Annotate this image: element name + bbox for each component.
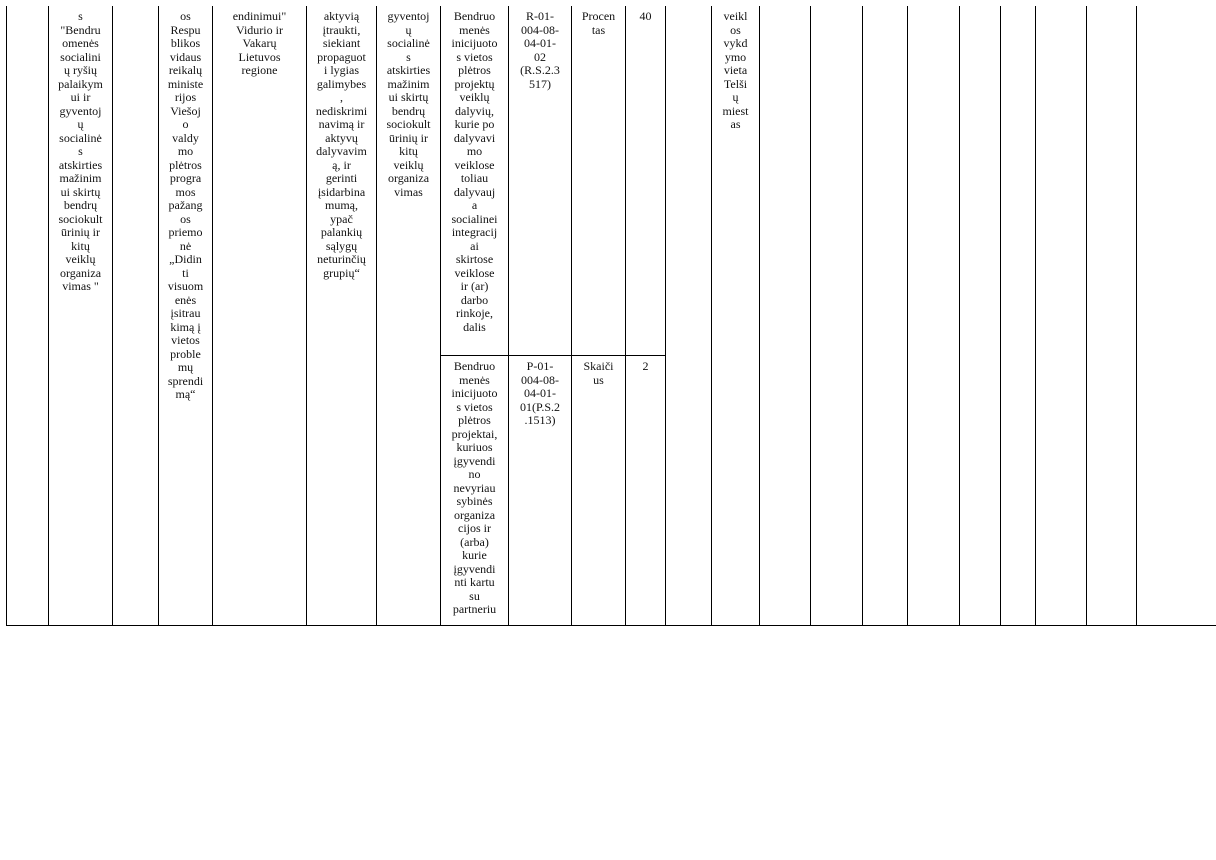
table-cell-region: endinimui" Vidurio ir Vakarų Lietuvos regione (213, 6, 307, 626)
table-cell-17 (960, 6, 1001, 626)
table-cell-16 (908, 6, 960, 626)
table-cell-programme-measure: os Respu blikos vidaus reikalų ministe rijos Viešoj o valdy mo plėtros progra mos pažang os priemo nė „Didin ti visuom enės įsitrau kimą į vietos proble mų sprendi mą“ (159, 6, 213, 626)
table-row (7, 6, 1216, 356)
table-cell-value: 2 (626, 356, 666, 626)
table-cell-indicator-code: P-01- 004-08- 04-01- 01(P.S.2 .1513) (509, 356, 572, 626)
table-cell-objective: aktyvią įtraukti, siekiant propaguot i lygias galimybes , nediskrimi navimą ir aktyvų dalyvavim ą, ir gerinti įsidarbina mumą, ypač palankių sąlygų neturinčių grupių“ (307, 6, 377, 626)
table-cell-14 (811, 6, 863, 626)
table-cell-unit: Skaiči us (572, 356, 626, 626)
table-cell-activity-name: s "Bendru omenės socialini ų ryšių palaikym ui ir gyventoj ų socialinė s atskirties mažinim ui skirtų bendrų sociokult ūrinių ir kitų veiklų organiza vimas " (49, 6, 113, 626)
table-cell-2 (113, 6, 159, 626)
table-cell-13 (760, 6, 811, 626)
table-cell-20 (1087, 6, 1137, 626)
table-cell-value: 40 (626, 6, 666, 356)
indicator-table (6, 6, 1216, 626)
table-cell-indicator-name: Bendruo menės inicijuoto s vietos plėtros projektų veiklų dalyvių, kurie po dalyvavi mo veiklose toliau dalyvauj a socialinei integracij ai skirtose veiklose ir (ar) darbo rinkoje, dalis (441, 6, 509, 356)
table-cell-activity-type: gyventoj ų socialinė s atskirties mažinim ui skirtų bendrų sociokult ūrinių ir kitų veiklų organiza vimas (377, 6, 441, 626)
table-cell-location: veikl os vykd ymo vieta Telši ų miest as (712, 6, 760, 626)
table-cell-11 (666, 6, 712, 626)
table-cell-21 (1137, 6, 1216, 626)
table-cell-0 (7, 6, 49, 626)
table-cell-18 (1001, 6, 1036, 626)
table-cell-19 (1036, 6, 1087, 626)
table-cell-15 (863, 6, 908, 626)
table-cell-unit: Procen tas (572, 6, 626, 356)
table-cell-indicator-code: R-01- 004-08- 04-01- 02 (R.S.2.3 517) (509, 6, 572, 356)
table-cell-indicator-name: Bendruo menės inicijuoto s vietos plėtros projektai, kuriuos įgyvendi no nevyriau sybinės organiza cijos ir (arba) kurie įgyvendi nti kartu su partneriu (441, 356, 509, 626)
